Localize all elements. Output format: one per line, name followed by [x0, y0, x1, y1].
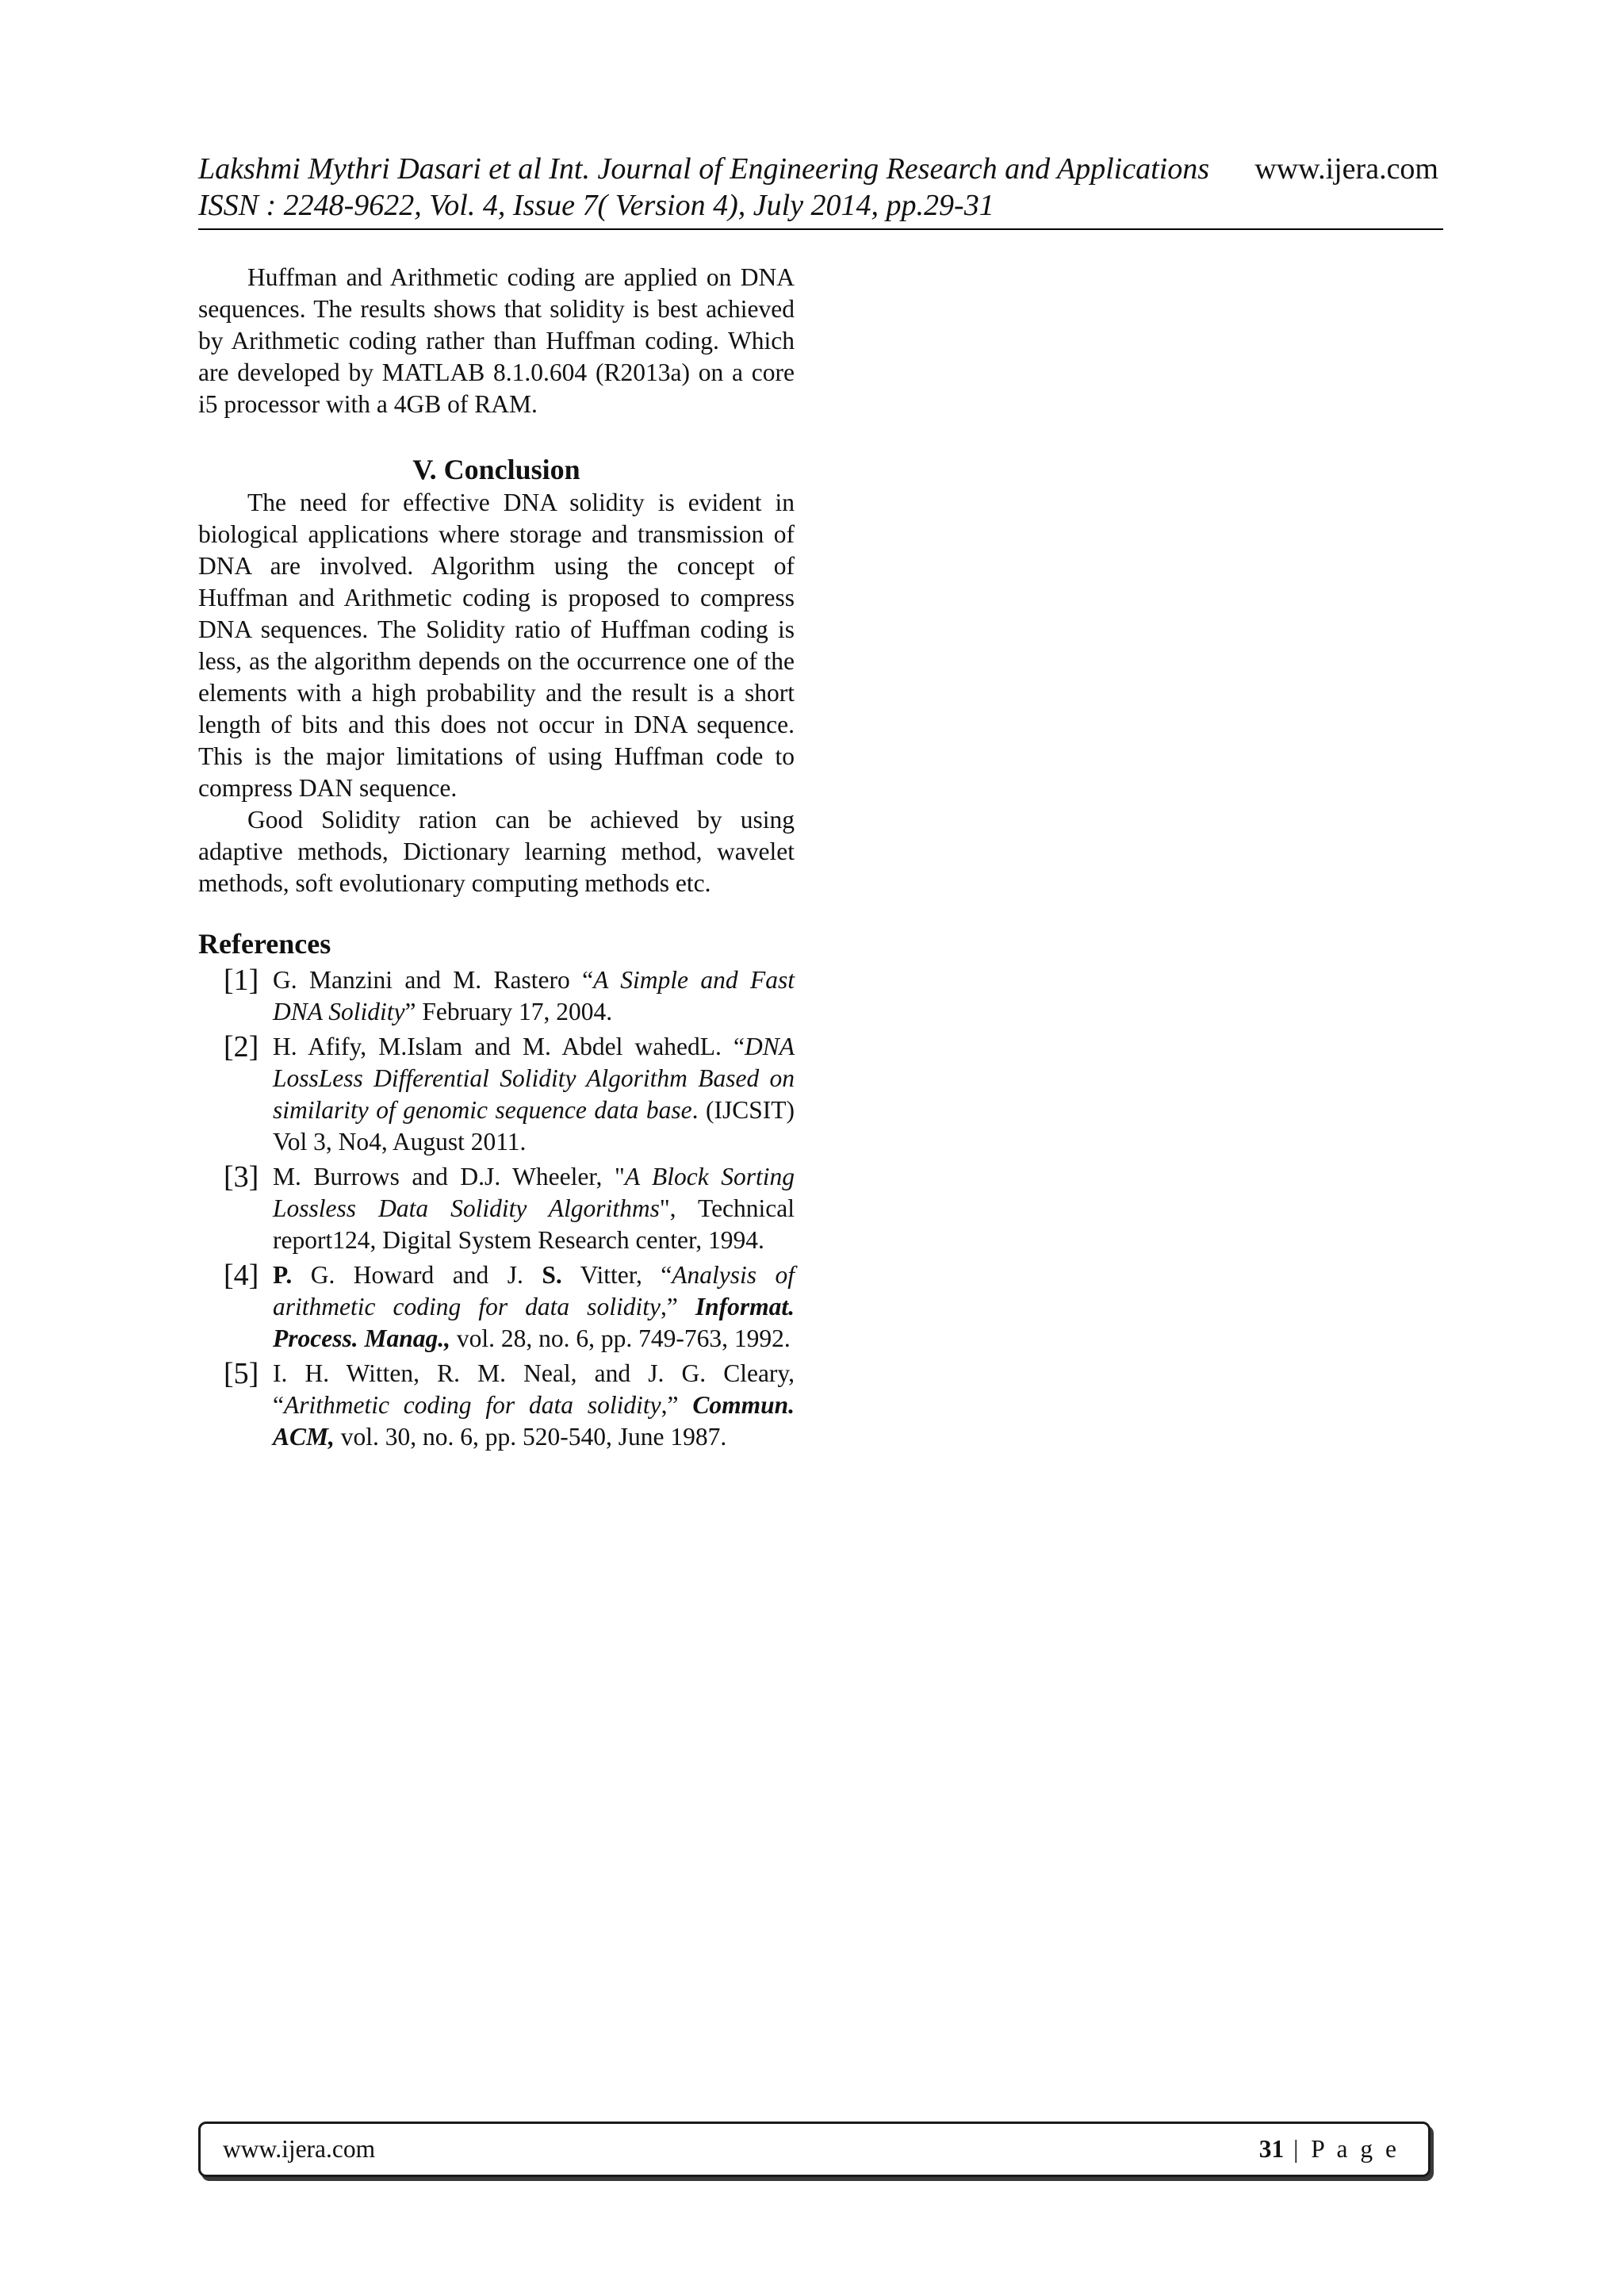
- reference-punct: ,”: [660, 1293, 695, 1320]
- conclusion-paragraph-2: Good Solidity ration can be achieved by using adaptive methods, Dictionary learning method, wavelet methods, soft evolutionary computing methods etc.: [198, 806, 795, 897]
- header-rule: [198, 228, 1443, 230]
- reference-title: A Simple and Fast DNA Solidity: [273, 966, 795, 1025]
- reference-text: [273, 1159, 795, 1256]
- reference-details: ” February 17, 2004.: [404, 998, 613, 1025]
- reference-initial: S.: [542, 1261, 562, 1289]
- reference-text: [273, 963, 795, 1028]
- reference-authors: Vitter, “: [561, 1261, 672, 1289]
- reference-text: [273, 1029, 795, 1158]
- reference-details: vol. 28, no. 6, pp. 749-763, 1992.: [450, 1324, 791, 1352]
- reference-authors: G. Manzini and M. Rastero “: [273, 966, 594, 994]
- reference-number: [2]: [224, 1030, 259, 1064]
- footer-page-label: [1259, 2132, 1400, 2167]
- left-column: [198, 262, 795, 1455]
- reference-text: [273, 1356, 795, 1453]
- reference-authors: M. Burrows and D.J. Wheeler, ": [273, 1163, 625, 1190]
- reference-item: [198, 1258, 795, 1355]
- reference-title: Analysis of arithmetic coding for data solidity: [273, 1261, 795, 1320]
- reference-number: [3]: [224, 1160, 259, 1194]
- page-footer: [198, 2122, 1431, 2177]
- reference-title: A Block Sorting Lossless Data Solidity Algorithms: [273, 1163, 795, 1222]
- reference-initial: P.: [273, 1261, 293, 1289]
- reference-details: . (IJCSIT) Vol 3, No4, August 2011.: [273, 1096, 795, 1156]
- footer-website: www.ijera.com: [223, 2135, 376, 2163]
- reference-title: Arithmetic coding for data solidity: [283, 1391, 661, 1419]
- page-number: 31: [1258, 2135, 1285, 2163]
- reference-journal: Commun. ACM,: [273, 1391, 795, 1451]
- reference-item: [198, 1159, 795, 1256]
- references-heading: References: [198, 928, 331, 960]
- reference-details: vol. 30, no. 6, pp. 520-540, June 1987.: [334, 1423, 727, 1451]
- reference-authors: H. Afify, M.Islam and M. Abdel wahedL. “: [273, 1033, 745, 1060]
- header-website: www.ijera.com: [1254, 152, 1438, 186]
- reference-number: [4]: [224, 1259, 259, 1292]
- reference-number: [5]: [224, 1357, 259, 1390]
- reference-number: [1]: [224, 964, 259, 997]
- reference-item: [198, 1356, 795, 1453]
- header-issn-line: ISSN : 2248-9622, Vol. 4, Issue 7( Version 4), July 2014, pp.29-31: [198, 189, 994, 222]
- reference-item: [198, 963, 795, 1028]
- reference-authors: I. H. Witten, R. M. Neal, and J. G. Cleary, “: [273, 1359, 795, 1419]
- reference-authors: G. Howard and J.: [292, 1261, 542, 1289]
- reference-punct: ,”: [661, 1391, 693, 1419]
- reference-details: ", Technical report124, Digital System Research center, 1994.: [273, 1194, 795, 1254]
- conclusion-heading: V. Conclusion: [412, 454, 580, 485]
- reference-title: DNA LossLess Differential Solidity Algorithm Based on similarity of genomic sequence data base: [273, 1033, 795, 1124]
- reference-item: [198, 1029, 795, 1158]
- running-header: [198, 151, 1442, 224]
- reference-journal: Informat. Process. Manag.,: [273, 1293, 795, 1352]
- page-word: | P a g e: [1284, 2135, 1400, 2163]
- reference-text: [273, 1258, 795, 1355]
- conclusion-paragraph-1: The need for effective DNA solidity is evident in biological applications where storage and transmission of DNA are involved. Algorithm using the concept of Huffman and Arithmetic coding is proposed to compress DNA sequences. The Solidity ratio of Huffman coding is less, as the algorithm depends on the occurrence one of the elements with a high probability and the result is a short length of bits and this does not occur in DNA sequence. This is the major limitations of using Huffman code to compress DAN sequence.: [198, 489, 795, 802]
- header-journal-line: Lakshmi Mythri Dasari et al Int. Journal of Engineering Research and Applications: [198, 152, 1209, 186]
- intro-paragraph: Huffman and Arithmetic coding are applied on DNA sequences. The results shows that solidity is best achieved by Arithmetic coding rather than Huffman coding. Which are developed by MATLAB 8.1.0.604 (R2013a) on a core i5 processor with a 4GB of RAM.: [198, 263, 795, 418]
